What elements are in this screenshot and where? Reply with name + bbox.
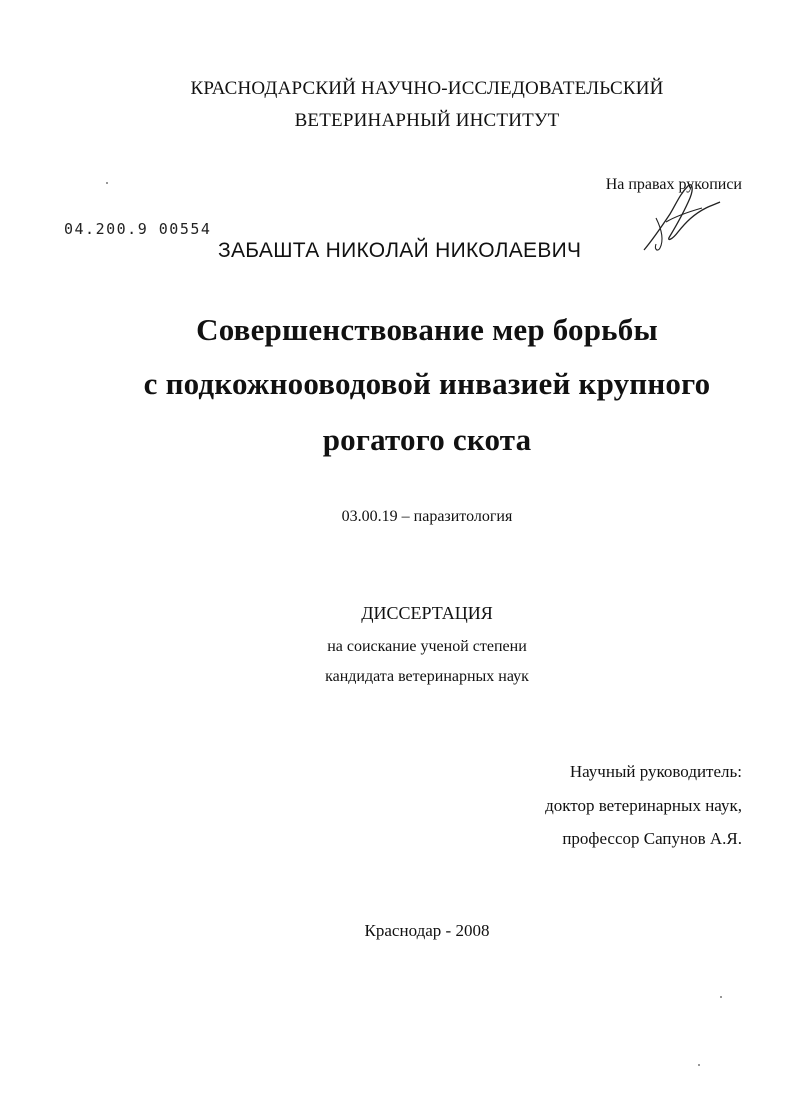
thesis-title-line-3: рогатого скота [322, 422, 532, 457]
institute-name-line-2: ВЕТЕРИНАРНЫЙ ИНСТИТУТ [294, 110, 560, 131]
handwritten-signature [636, 178, 726, 258]
institute-name-line-1: КРАСНОДАРСКИЙ НАУЧНО-ИССЛЕДОВАТЕЛЬСКИЙ [190, 78, 664, 99]
degree-purpose-line-2: кандидата ветеринарных наук [325, 668, 529, 685]
supervisor-label: Научный руководитель: [569, 762, 742, 781]
supervisor-name: профессор Сапунов А.Я. [562, 829, 742, 848]
thesis-title-line-1: Совершенствование мер борьбы [196, 312, 658, 347]
thesis-title-line-2: с подкожнооводовой инвазией крупного [143, 366, 711, 401]
scan-speck [106, 182, 108, 184]
document-type: ДИССЕРТАЦИЯ [361, 603, 493, 623]
scan-speck [698, 1064, 700, 1066]
author-name: ЗАБАШТА НИКОЛАЙ НИКОЛАЕВИЧ [218, 239, 582, 262]
registration-number: 04.200.9 00554 [64, 220, 212, 238]
scan-speck [720, 996, 722, 998]
city-year: Краснодар - 2008 [364, 921, 490, 940]
specialty-code: 03.00.19 – паразитология [341, 508, 513, 525]
supervisor-degree: доктор ветеринарных наук, [545, 796, 742, 815]
degree-purpose-line-1: на соискание ученой степени [327, 638, 527, 655]
manuscript-note: На правах рукописи [605, 176, 742, 193]
